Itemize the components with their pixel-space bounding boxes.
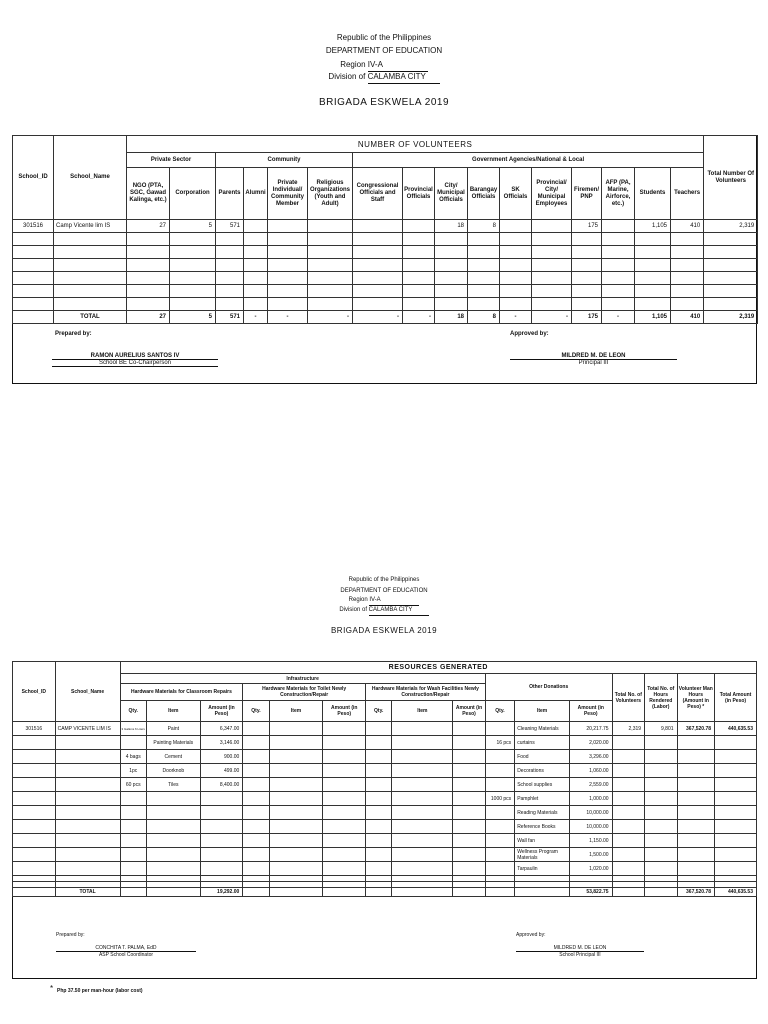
table-row: 1pc Doorknob 499.00 Decorations 1,060.00 <box>13 764 757 778</box>
footnote: Php 37.50 per man-hour (labor cost) <box>57 988 143 994</box>
region-value: IV-A <box>368 59 428 72</box>
doc1-approved-signature <box>510 353 677 366</box>
col-religious: Religious Organizations (Youth and Adult) <box>308 168 353 220</box>
col-afp: AFP (PA, Marine, Airforce, etc.) <box>602 168 635 220</box>
col-city-municipal: City/ Municipal Officials <box>435 168 468 220</box>
table-row: Wall fan 1,150.00 <box>13 834 757 848</box>
table-row: 60 pcs Tiles 8,400.00 School supplies 2,559.00 <box>13 778 757 792</box>
volunteers-group-title: NUMBER OF VOLUNTEERS <box>127 136 704 153</box>
table-row: Reference Books 10,000.00 <box>13 820 757 834</box>
group-government: Government Agencies/National & Local <box>353 153 704 168</box>
department-line-2: DEPARTMENT OF EDUCATION <box>340 588 428 594</box>
division-line-2 <box>0 606 768 616</box>
division-value: CALAMBA CITY <box>368 71 440 84</box>
division-value-2: CALAMBA CITY <box>369 606 429 616</box>
table-row: 301516 Camp Vicente lim IS 27 5 571 18 8 175 1,105 410 2,319 <box>13 220 758 233</box>
col-private-individual: Private Individual/ Community Member <box>268 168 308 220</box>
region-label: Region <box>340 60 366 69</box>
doc1-approved-by-label: Approved by: <box>510 331 549 337</box>
col-school-id: School_ID <box>13 136 54 220</box>
doc1-approved-by-title: Principal III <box>578 360 609 366</box>
col-students: Students <box>635 168 671 220</box>
col-total-volunteers-2: Total No. of Volunteers <box>612 674 644 722</box>
hw-classroom-header: Hardware Materials for Classroom Repairs <box>120 684 243 701</box>
col-teachers: Teachers <box>671 168 704 220</box>
doc2-approved-signature <box>516 945 644 958</box>
total-row-2: TOTAL 19,292.00 53,822.75 367,520.78 440,635.53 <box>13 888 757 897</box>
col-total-hours: Total No. of Hours Rendered (Labor) <box>645 674 677 722</box>
table-row: Painting Materials 3,146.00 16 pcs curtains 2,020.00 <box>13 736 757 750</box>
republic-line-2: Republic of the Philippines <box>348 577 420 583</box>
total-row: TOTAL 27 5 571 - - - - - 18 8 - - 175 - 1,105 410 2,319 <box>13 311 758 324</box>
division-label: Division of <box>328 72 366 81</box>
table-row: 1000 pcs Pamphlet 1,000.00 <box>13 792 757 806</box>
doc2-title: BRIGADA ESKWELA 2019 <box>330 626 438 635</box>
col-school-name: School_Name <box>54 136 127 220</box>
col-firemen: Firemen/ PNP <box>572 168 602 220</box>
doc1-approved-by-name: MILDRED M. DE LEON <box>510 353 677 360</box>
table-row: 301516 CAMP VICENTE LIM IS 3 Gallons 6 Liters Paint 6,347.00 Cleaning Materials 20,217.75 2,319 9,801 367,520.78 440,635.53 <box>13 722 757 736</box>
doc2-approved-by-label: Approved by: <box>516 932 546 938</box>
department-line: DEPARTMENT OF EDUCATION <box>325 46 443 55</box>
col-volunteer-man-hours: Volunteer Man Hours (Amount in Peso) * <box>677 674 715 722</box>
doc2-prepared-signature <box>56 945 196 958</box>
division-line <box>0 71 768 84</box>
doc2-approved-by-name: MILDRED M. DE LEON <box>516 945 644 952</box>
hw-wash-header: Hardware Materials for Wash Facilities Newly Construction/Repair <box>366 684 486 701</box>
col-employees: Provincial/ City/ Municipal Employees <box>532 168 572 220</box>
col-congressional: Congressional Officials and Staff <box>353 168 403 220</box>
division-label-2: Division of <box>339 607 367 613</box>
group-private-sector: Private Sector <box>127 153 216 168</box>
table-row: Wellness Program Materials 1,500.00 <box>13 848 757 862</box>
doc2-approved-by-title: School Principal III <box>559 952 601 958</box>
region-line-2 <box>0 596 768 606</box>
col-parents: Parents <box>216 168 244 220</box>
doc1-prepared-by-label: Prepared by: <box>55 331 92 337</box>
doc2-prepared-by-title: ASP School Coordinator <box>98 952 154 958</box>
col-corporation: Corporation <box>170 168 216 220</box>
doc1-prepared-by-title: School BE Co-Chairperson <box>52 360 218 367</box>
hw-toilet-header: Hardware Materials for Toilet Newly Construction/Repair <box>243 684 366 701</box>
table-row: Tarpaulin 1,020.00 <box>13 862 757 876</box>
region-value-2: IV-A <box>369 596 419 606</box>
col-provincial: Provincial Officials <box>403 168 435 220</box>
col-barangay: Barangay Officials <box>468 168 500 220</box>
table-row: Reading Materials 10,000.00 <box>13 806 757 820</box>
col-school-id-2: School_ID <box>13 662 56 722</box>
volunteers-table <box>12 135 758 324</box>
col-total-amount: Total Amount (in Peso) <box>715 674 757 722</box>
doc2-prepared-by-label: Prepared by: <box>56 932 85 938</box>
col-ngo: NGO (PTA, SGC, Gawad Kalinga, etc.) <box>127 168 170 220</box>
col-total-volunteers: Total Number Of Volunteers <box>704 136 758 220</box>
republic-line: Republic of the Philippines <box>336 33 432 42</box>
doc1-prepared-signature <box>52 353 218 367</box>
resources-table: School_ID School_Name RESOURCES GENERATED Infrastructure Other Donations Total No. of Volunteers Total No. of Hours Rendered (Labor) Volunteer Man Hours (Amount in Peso) * Total Amount (in Peso) Hardware Materials for Classroom Repairs Hardware Materials for Toilet Newly Construction/Repair Hardware Materials for Wash Facilities Newly Construction/Repair Qty. Item Amount (in Peso) Qty. Item Amount (in Peso) Qty. Item Amount (in Peso) Qty. Item Amount (in Peso) 301516 CAMP VICENTE LIM IS 3 Gallons 6 Liters Paint 6,347.00 Cleaning Materials 20,217.75 2,319 9,801 367,520.78 440,635.53 Painting Materials 3,146.00 16 pcs curtains 2,020.00 4 bags Cement 900.00 Food 3,296.00 1pc Doorknob 499.00 Decorations 1,060.00 60 pcs Tiles 8,400.00 School supplies 2,559.00 1000 pcs Pamphlet 1,000.00 Reading Materials 10,000.00 Reference Books 10,000.00 Wall fan 1,150.00 Wellness Program Materials 1,500.00 Tarpaulin 1,020.00 TOTAL 19,292.00 53,822.75 367,520.78 440,635.53 <box>12 661 757 897</box>
doc2-prepared-by-name: CONCHITA T. PALMA, EdD <box>56 945 196 952</box>
col-school-name-2: School_Name <box>55 662 120 722</box>
col-sk: SK Officials <box>500 168 532 220</box>
region-label-2: Region <box>348 597 368 603</box>
footnote-mark: * <box>50 984 54 993</box>
doc1-prepared-by-name: RAMON AURELIUS SANTOS IV <box>52 353 218 360</box>
infrastructure-header: Infrastructure <box>120 674 485 684</box>
table-row: 4 bags Cement 900.00 Food 3,296.00 <box>13 750 757 764</box>
doc1-title: BRIGADA ESKWELA 2019 <box>318 97 450 108</box>
col-alumni: Alumni <box>244 168 268 220</box>
resources-group-title: RESOURCES GENERATED <box>120 662 756 674</box>
group-community: Community <box>216 153 353 168</box>
other-donations-header: Other Donations <box>485 674 612 701</box>
